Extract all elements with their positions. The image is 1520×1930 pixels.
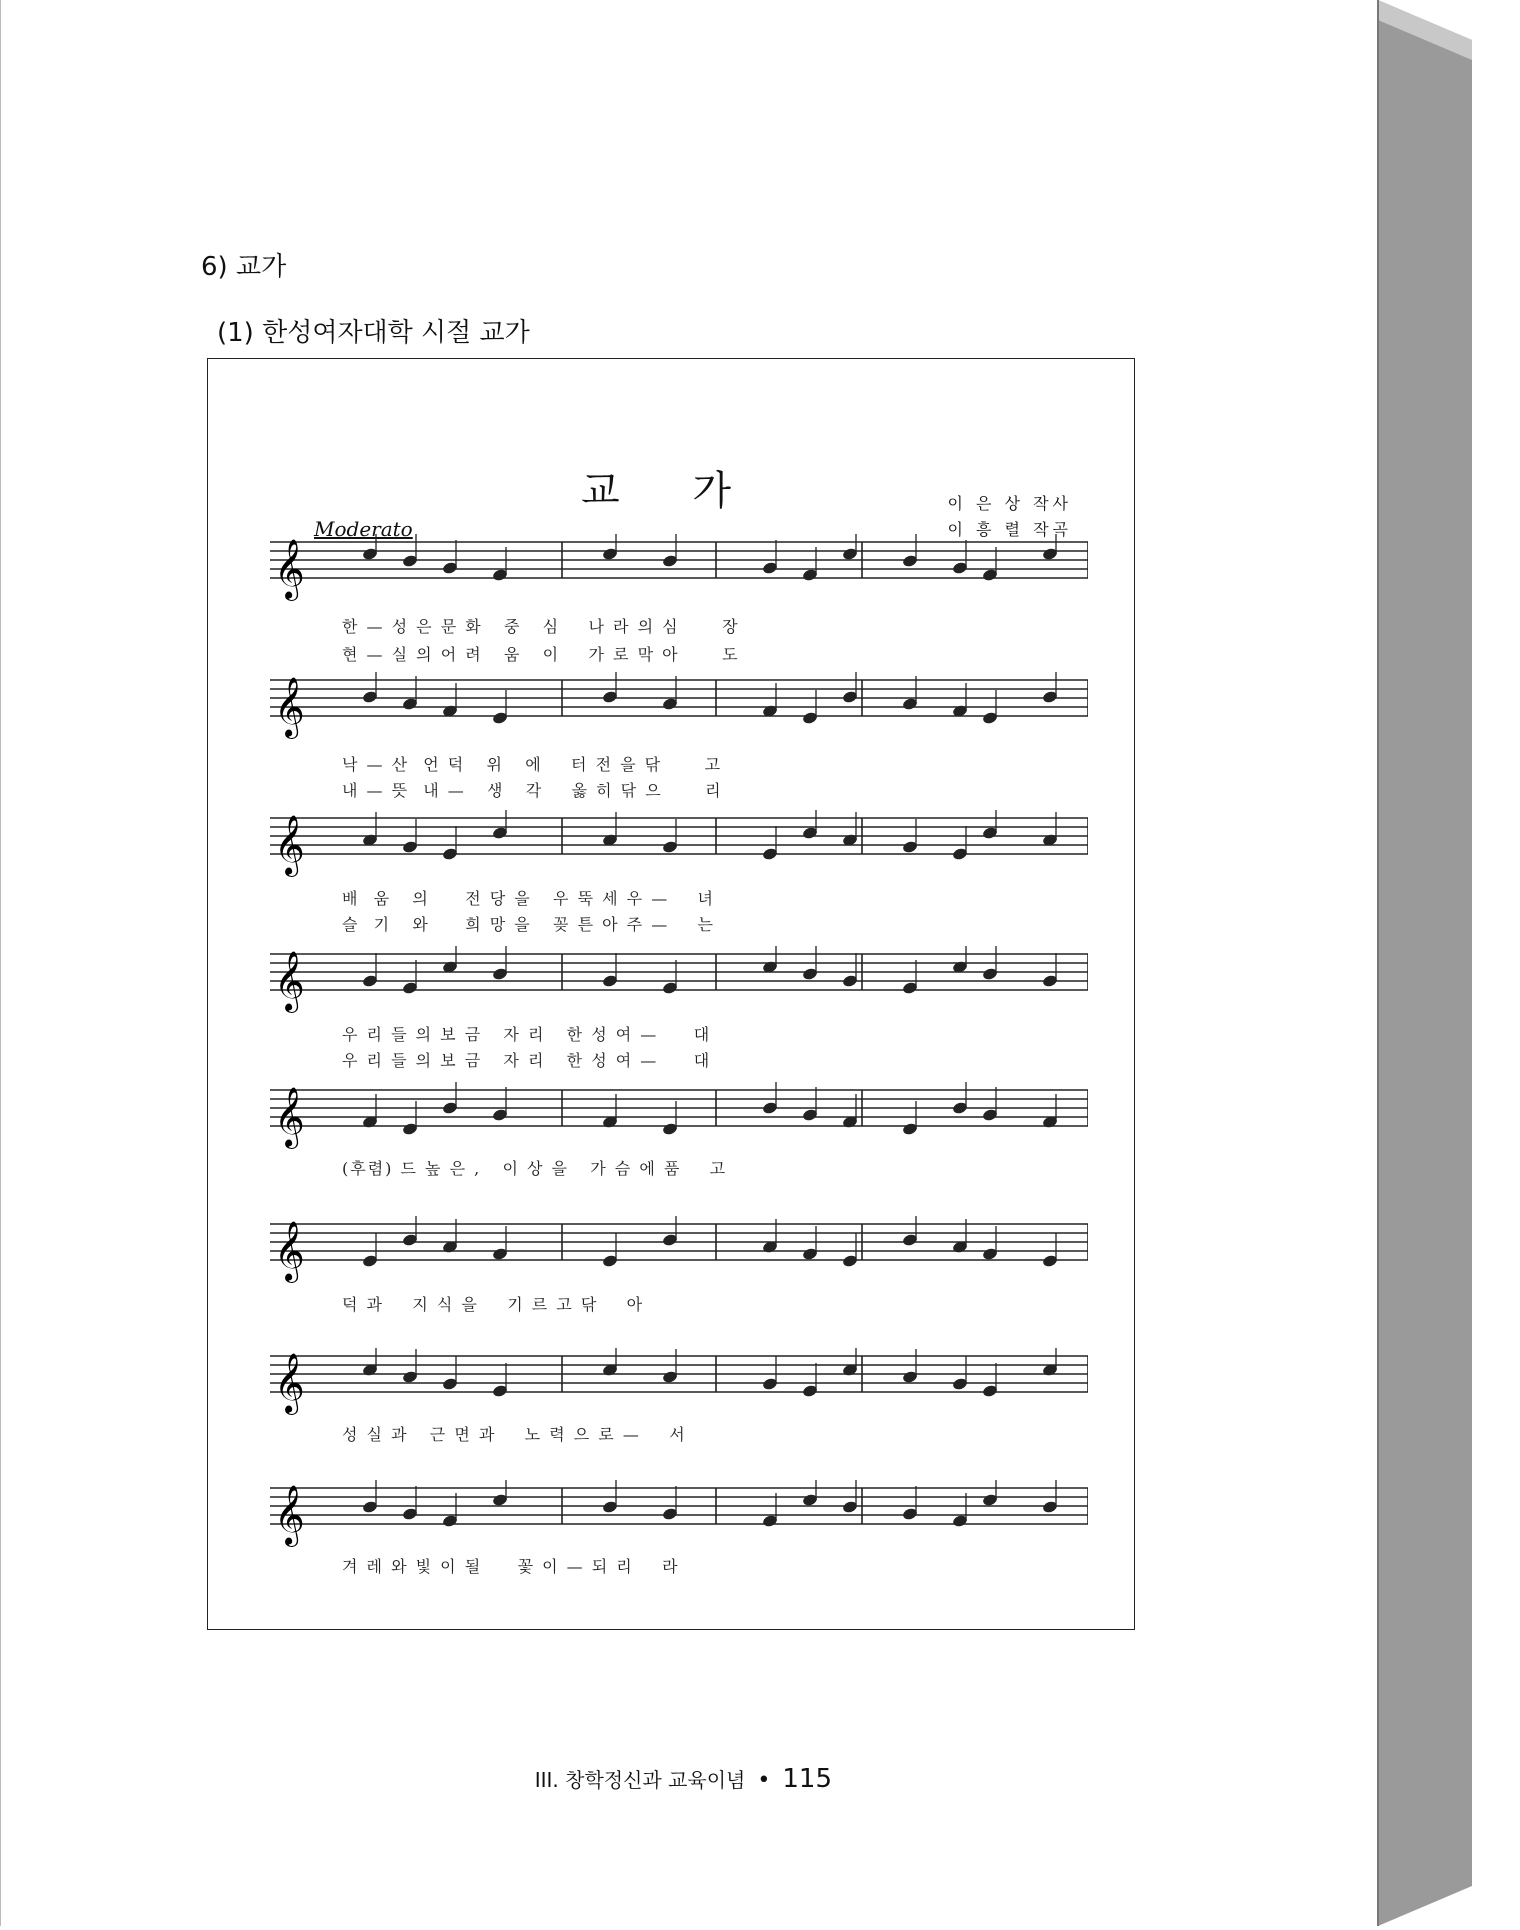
staff-lines <box>270 1216 1088 1286</box>
treble-clef-icon: 𝄞 <box>274 539 305 599</box>
lyric-line: 한 — 성 은 문 화 중 심 나 라 의 심 장 <box>342 617 740 636</box>
sheet-music-image <box>207 358 1135 1630</box>
staff-lines <box>270 946 1088 1016</box>
staff-lines <box>270 1348 1088 1418</box>
staff-lines <box>270 672 1088 742</box>
footer-bullet: • <box>757 1768 771 1793</box>
treble-clef-icon: 𝄞 <box>274 1221 305 1281</box>
lyric-line: 우 리 들 의 보 금 자 리 한 성 여 — 대 <box>342 1051 712 1070</box>
composer-credit: 이 흥 렬 작곡 <box>947 520 1072 539</box>
song-title: 교 가 <box>581 468 761 514</box>
lyric-line: 슬 기 와 희 망 을 꽂 튼 아 주 — 는 <box>342 915 715 934</box>
treble-clef-icon: 𝄞 <box>274 1353 305 1413</box>
lyric-line: (후렴) 드 높 은 , 이 상 을 가 슴 에 품 고 <box>342 1159 728 1178</box>
staff-lines <box>270 810 1088 880</box>
treble-clef-icon: 𝄞 <box>274 1485 305 1545</box>
treble-clef-icon: 𝄞 <box>274 677 305 737</box>
music-system <box>270 534 1088 664</box>
treble-clef-icon: 𝄞 <box>274 1087 305 1147</box>
lyric-line: 덕 과 지 식 을 기 르 고 닦 아 <box>342 1295 645 1314</box>
lyric-line: 배 움 의 전 당 을 우 뚝 세 우 — 녀 <box>342 889 715 908</box>
page-number: 115 <box>782 1764 832 1794</box>
lyric-line: 우 리 들 의 보 금 자 리 한 성 여 — 대 <box>342 1025 712 1044</box>
treble-clef-icon: 𝄞 <box>274 815 305 875</box>
treble-clef-icon: 𝄞 <box>274 951 305 1011</box>
staff-lines <box>270 1480 1088 1550</box>
page-footer <box>535 1764 832 1794</box>
music-system <box>270 946 1088 1076</box>
lyricist-credit: 이 은 상 작사 <box>947 494 1072 513</box>
music-system <box>270 1216 1088 1346</box>
footer-section-title: III. 창학정신과 교육이념 <box>534 1768 746 1792</box>
section-heading: 6) 교가 <box>201 252 287 282</box>
music-system <box>270 1082 1088 1212</box>
music-system <box>270 1348 1088 1478</box>
lyric-line: 현 — 실 의 어 려 움 이 가 로 막 아 도 <box>342 645 740 664</box>
book-page-edge <box>1376 0 1520 1926</box>
staff-lines <box>270 534 1088 604</box>
music-system <box>270 1480 1088 1610</box>
tempo-marking: Moderato <box>314 517 413 541</box>
subsection-heading: (1) 한성여자대학 시절 교가 <box>217 318 530 348</box>
music-system <box>270 672 1088 802</box>
lyric-line: 낙 — 산 언 덕 위 에 터 전 을 닦 고 <box>342 755 723 774</box>
music-system <box>270 810 1088 940</box>
lyric-line: 내 — 뜻 내 — 생 각 옳 히 닦 으 리 <box>342 781 723 800</box>
staff-lines <box>270 1082 1088 1152</box>
lyric-line: 성 실 과 근 면 과 노 력 으 로 — 서 <box>342 1425 687 1444</box>
lyric-line: 겨 레 와 빛 이 될 꽃 이 — 되 리 라 <box>342 1557 680 1576</box>
